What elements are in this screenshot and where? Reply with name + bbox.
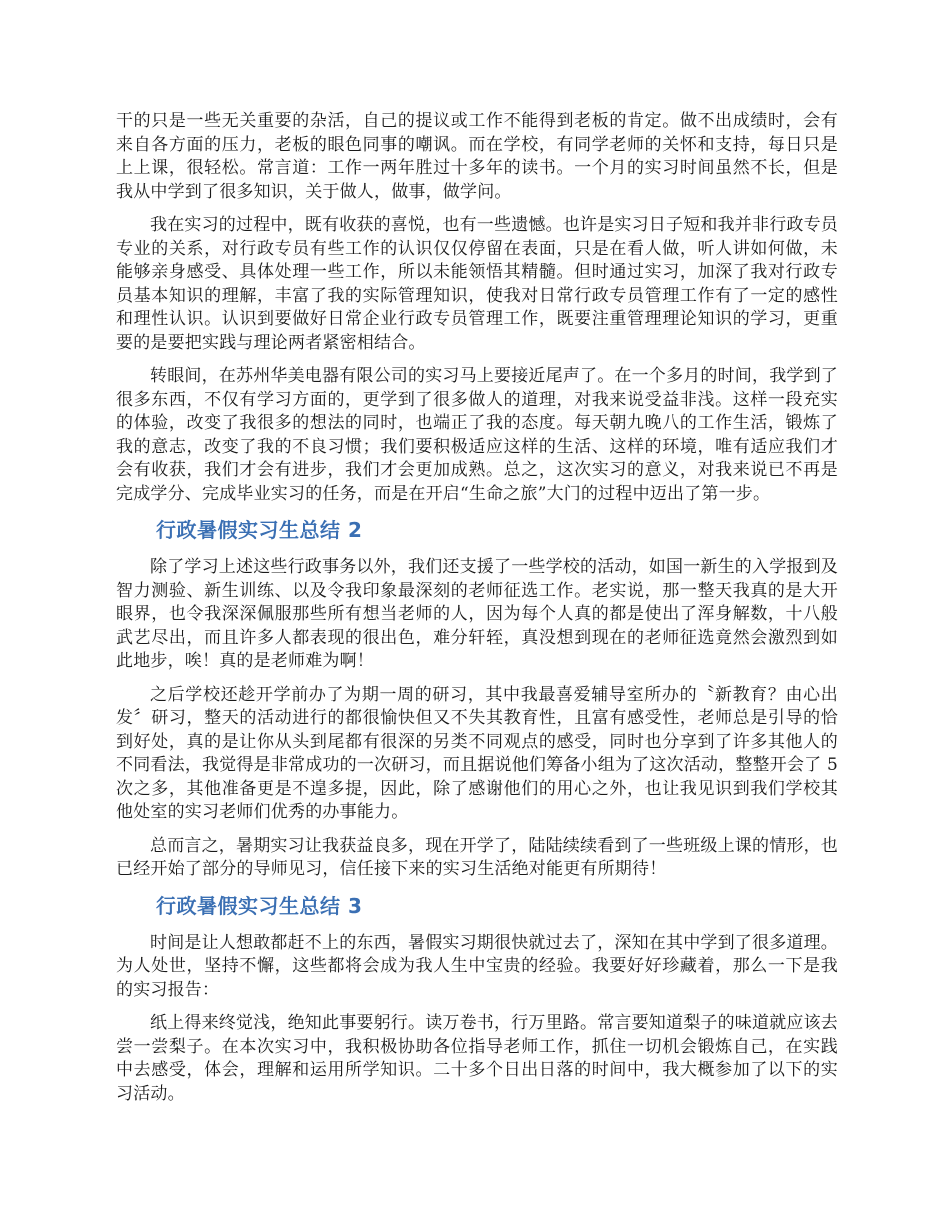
section-heading-2: 行政暑假实习生总结 2 (156, 518, 363, 542)
paragraph-continuation: 干的只是一些无关重要的杂活，自己的提议或工作不能得到老板的肯定。做不出成绩时，会有来自各方面的压力，老板的眼色同事的嘲讽。而在学校，有同学老师的关怀和支持，每日只是上上课，很轻松。常言道：工作一两年胜过十多年的读书。一个月的实习时间虽然不长，但是我从中学到了很多知识，关于做人，做事，做学问。 (116, 111, 838, 202)
document-body (116, 110, 838, 1116)
paragraph-school-activities: 除了学习上述这些行政事务以外，我们还支援了一些学校的活动，如国一新生的入学报到及智力测验、新生训练、以及令我印象最深刻的老师征选工作。老实说，那一整天我真的是大开眼界，也令我深深佩服那些所有想当老师的人，因为每个人真的都是使出了浑身解数，十八般武艺尽出，而且许多人都表现的很出色，难分轩轾，真没想到现在的老师征选竟然会激烈到如此地步，唉！真的是老师难为啊！ (116, 557, 838, 671)
paragraph-reflection: 我在实习的过程中，既有收获的喜悦，也有一些遗憾。也许是实习日子短和我并非行政专员专业的关系，对行政专员有些工作的认识仅仅停留在表面，只是在看人做，听人讲如何做，未能够亲身感受、具体处理一些工作，所以未能领悟其精髓。但时通过实习，加深了我对行政专员基本知识的理解，丰富了我的实际管理知识，使我对日常行政专员管理工作有了一定的感性和理性认识。认识到要做好日常企业行政专员管理工作，既要注重管理理论知识的学习，更重要的是要把实践与理论两者紧密相结合。 (116, 215, 838, 353)
paragraph-conclusion: 转眼间，在苏州华美电器有限公司的实习马上要接近尾声了。在一个多月的时间，我学到了很多东西，不仅有学习方面的，更学到了很多做人的道理，对我来说受益非浅。这样一段充实的体验，改变了我很多的想法的同时，也端正了我的态度。每天朝九晚八的工作生活，锻炼了我的意志，改变了我的不良习惯；我们要积极适应这样的生活、这样的环境，唯有适应我们才会有收获，我们才会有进步，我们才会更加成熟。总之，这次实习的意义，对我来说已不再是完成学分、完成毕业实习的任务，而是在开启“生命之旅”大门的过程中迈出了第一步。 (116, 366, 838, 504)
paragraph-summary: 总而言之，暑期实习让我获益良多，现在开学了，陆陆续续看到了一些班级上课的情形，也已经开始了部分的导师见习，信任接下来的实习生活绝对能更有所期待！ (116, 835, 838, 879)
paragraph-workshop: 之后学校还趁开学前办了为期一周的研习，其中我最喜爱辅导室所办的〝新教育？由心出发〞研习，整天的活动进行的都很愉快但又不失其教育性，且富有感受性，老师总是引导的恰到好处，真的是让你从头到尾都有很深的另类不同观点的感受，同时也分享到了许多其他人的不同看法，我觉得是非常成功的一次研习，而且据说他们筹备小组为了这次活动，整整开会了 5 次之多，其他准备更是不遑多提，因此，除了感谢他们的用心之外，也让我见识到我们学校其他处室的实习老师们优秀的办事能力。 (116, 684, 838, 822)
paragraph-intro: 时间是让人想敢都赶不上的东西，暑假实习期很快就过去了，深知在其中学到了很多道理。为人处世，坚持不懈，这些都将会成为我人生中宝贵的经验。我要好好珍藏着，那么一下是我的实习报告： (116, 932, 838, 1000)
paragraph-practice: 纸上得来终觉浅，绝知此事要躬行。读万卷书，行万里路。常言要知道梨子的味道就应该去尝一尝梨子。在本次实习中，我积极协助各位指导老师工作，抓住一切机会锻炼自己，在实践中去感受，体会，理解和运用所学知识。二十多个日出日落的时间中，我大概参加了以下的实习活动。 (116, 1013, 838, 1104)
section-heading-3: 行政暑假实习生总结 3 (156, 893, 363, 918)
